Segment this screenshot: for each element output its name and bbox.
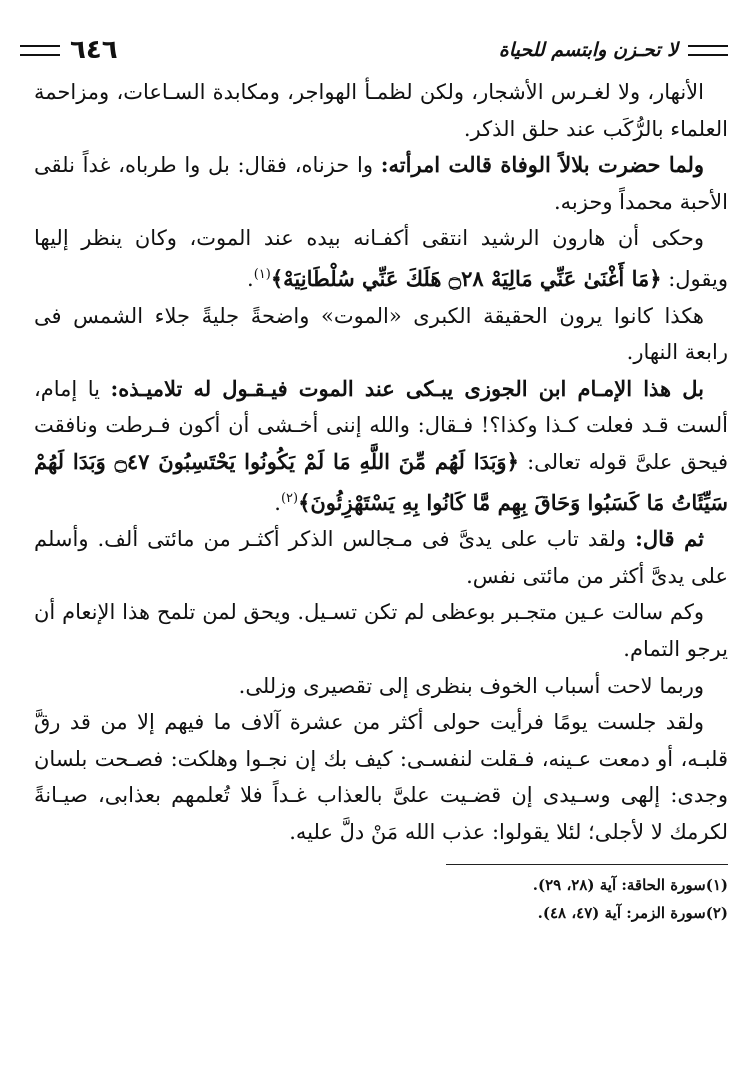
paragraph-lead: ثم قال: — [635, 526, 704, 552]
footnote-ref: (٢) — [280, 490, 299, 506]
page-number: ٦٤٦ — [70, 35, 118, 65]
header-rule-left — [20, 45, 60, 56]
paragraph: وحكى أن هارون الرشيد انتقى أكفـانه بيده عند الموت، وكان ينظر إليها ويقول: ﴿مَا أَغْنَىٰ عَنِّي مَالِيَهْ ۝٢٨ هَلَكَ عَنِّي سُلْطَانِيَهْ﴾$^{(١)}$. — [34, 226, 728, 291]
header-right — [499, 39, 728, 61]
paragraph: ثم قال: ولقد تاب على يدىَّ فى مـجالس الذكر أكثـر من مائتى ألف. وأسلم على يدىَّ أكثر من مائتى نفس. — [34, 526, 728, 588]
paragraph: ولقد جلست يومًا فرأيت حولى أكثر من عشرة آلاف ما فيهم إلا من قد رقَّ قلبـه، أو دمعت عـينه، فـقلت لنفسـى: كيف بك إن نجـوا وهلكت: فصـحت بلسان وجدى: إلهى وسـيدى إن قضـيت علىَّ بالعذاب غـداً فلا تُعلمهم بعذابى، صيـانةً لكرمك لا لأجلى؛ لئلا يقولوا: عذب الله مَنْ دلَّ عليه. — [34, 710, 728, 844]
paragraph-lead: ولما حضرت بلالاً الوفاة قالت امرأته: — [380, 152, 704, 178]
paragraph: ولما حضرت بلالاً الوفاة قالت امرأته: وا حزناه، فقال: بل وا طرباه، غداً نلقى الأحبة محمداً وحزبه. — [34, 152, 728, 214]
quran-verse: ﴿مَا أَغْنَىٰ عَنِّي مَالِيَهْ ۝٢٨ هَلَكَ عَنِّي سُلْطَانِيَهْ﴾ — [270, 265, 662, 291]
page-body — [20, 74, 728, 850]
paragraph: هكذا كانوا يرون الحقيقة الكبرى «الموت» واضحةً جليةً جلاء الشمس فى رابعة النهار. — [34, 303, 728, 365]
book-page — [20, 30, 728, 927]
paragraph: وكم سالت عـين متجـبر بوعظى لم تكن تسـيل. ويحق لمن تلمح هذا الإنعام أن يرجو التمام. — [34, 600, 728, 661]
header-left — [20, 35, 118, 65]
paragraph-lead: بل هذا الإمـام ابن الجوزى يبـكى عند الموت فيـقـول له تلاميـذه: — [110, 375, 704, 401]
footnote-divider — [446, 864, 728, 865]
header-rule-right — [688, 45, 728, 56]
footnote: (١)سورة الحاقة: آية (٢٨، ٢٩). — [532, 876, 728, 895]
paragraph: وربما لاحت أسباب الخوف بنظرى إلى تقصيرى وزللى. — [238, 673, 704, 698]
page-header — [20, 30, 728, 70]
footnote: (٢)سورة الزمر: آية (٤٧، ٤٨). — [537, 904, 728, 923]
paragraph: بل هذا الإمـام ابن الجوزى يبـكى عند الموت فيـقـول له تلاميـذه: يا إمام، ألست قـد فعلت كـذا وكذا؟! فـقال: والله إننى أخـشى أن أكون فـرطت ونافقت فيحق علىَّ قوله تعالى: ﴿وَبَدَا لَهُم مِّنَ اللَّهِ مَا لَمْ يَكُونُوا يَحْتَسِبُونَ ۝٤٧ وَبَدَا لَهُمْ سَيِّئَاتُ مَا كَسَبُوا وَحَاقَ بِهِم مَّا كَانُوا بِهِ يَسْتَهْزِئُونَ﴾$^{(٢)}$. — [34, 375, 728, 515]
quran-verse: ﴿وَبَدَا لَهُم مِّنَ اللَّهِ مَا لَمْ يَكُونُوا يَحْتَسِبُونَ ۝٤٧ وَبَدَا لَهُمْ سَيِّئَاتُ مَا كَسَبُوا وَحَاقَ بِهِم مَّا كَانُوا بِهِ يَسْتَهْزِئُونَ﴾ — [34, 448, 728, 515]
paragraph: الأنهار، ولا لغـرس الأشجار، ولكن لظمـأ الهواجر، ومكابدة السـاعات، ومزاحمة العلماء بالرُّكَب عند حلق الذكر. — [34, 80, 728, 141]
footnotes — [20, 871, 728, 927]
book-title: لا تحـزن وابتسم للحياة — [498, 39, 678, 61]
footnote-ref: (١) — [253, 266, 271, 282]
